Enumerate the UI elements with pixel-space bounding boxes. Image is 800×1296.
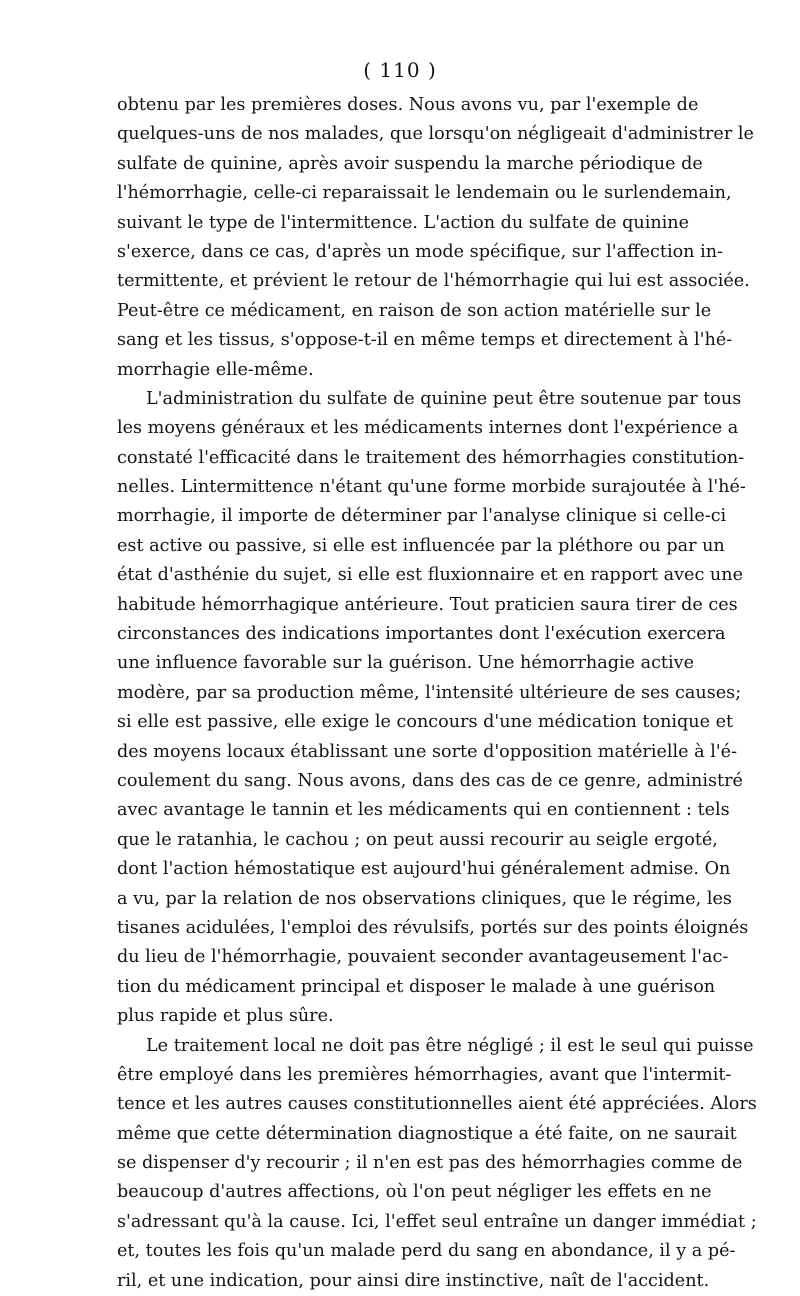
page-body <box>117 91 683 1296</box>
text-line: que le ratanhia, le cachou ; on peut aussi recourir au seigle ergoté, <box>117 826 683 855</box>
text-line: avec avantage le tannin et les médicaments qui en contiennent : tels <box>117 796 683 825</box>
text-line: ril, et une indication, pour ainsi dire instinctive, naît de l'accident. <box>117 1267 683 1296</box>
text-line: circonstances des indications importantes dont l'exécution exercera <box>117 620 683 649</box>
text-line: s'exerce, dans ce cas, d'après un mode spécifique, sur l'affection in- <box>117 238 683 267</box>
text-line: morrhagie, il importe de déterminer par l'analyse clinique si celle-ci <box>117 502 683 531</box>
text-line: état d'asthénie du sujet, si elle est fluxionnaire et en rapport avec une <box>117 561 683 590</box>
text-line: beaucoup d'autres affections, où l'on peut négliger les effets en ne <box>117 1178 683 1207</box>
text-line: s'adressant qu'à la cause. Ici, l'effet seul entraîne un danger immédiat ; <box>117 1208 683 1237</box>
text-line: être employé dans les premières hémorrhagies, avant que l'intermit- <box>117 1061 683 1090</box>
page-number: ( 110 ) <box>0 58 800 82</box>
text-line: est active ou passive, si elle est influencée par la pléthore ou par un <box>117 532 683 561</box>
text-line: et, toutes les fois qu'un malade perd du sang en abondance, il y a pé- <box>117 1237 683 1266</box>
text-line: tisanes acidulées, l'emploi des révulsifs, portés sur des points éloignés <box>117 914 683 943</box>
text-line: dont l'action hémostatique est aujourd'hui généralement admise. On <box>117 855 683 884</box>
text-line: une influence favorable sur la guérison. Une hémorrhagie active <box>117 649 683 678</box>
text-line: L'administration du sulfate de quinine peut être soutenue par tous <box>117 385 683 414</box>
text-line: habitude hémorrhagique antérieure. Tout praticien saura tirer de ces <box>117 591 683 620</box>
text-line: suivant le type de l'intermittence. L'action du sulfate de quinine <box>117 209 683 238</box>
text-line: les moyens généraux et les médicaments internes dont l'expérience a <box>117 414 683 443</box>
text-line: modère, par sa production même, l'intensité ultérieure de ses causes; <box>117 679 683 708</box>
text-line: Le traitement local ne doit pas être négligé ; il est le seul qui puisse <box>117 1032 683 1061</box>
text-line: Peut-être ce médicament, en raison de son action matérielle sur le <box>117 297 683 326</box>
text-line: quelques-uns de nos malades, que lorsqu'on négligeait d'administrer le <box>117 120 683 149</box>
text-line: même que cette détermination diagnostique a été faite, on ne saurait <box>117 1120 683 1149</box>
text-line: termittente, et prévient le retour de l'hémorrhagie qui lui est associée. <box>117 267 683 296</box>
text-line: constaté l'efficacité dans le traitement des hémorrhagies constitution- <box>117 444 683 473</box>
text-line: tion du médicament principal et disposer le malade à une guérison <box>117 973 683 1002</box>
text-line: obtenu par les premières doses. Nous avons vu, par l'exemple de <box>117 91 683 120</box>
text-line: des moyens locaux établissant une sorte d'opposition matérielle à l'é- <box>117 738 683 767</box>
text-line: sulfate de quinine, après avoir suspendu la marche périodique de <box>117 150 683 179</box>
text-line: coulement du sang. Nous avons, dans des cas de ce genre, administré <box>117 767 683 796</box>
text-line: se dispenser d'y recourir ; il n'en est pas des hémorrhagies comme de <box>117 1149 683 1178</box>
paragraph <box>117 385 683 1032</box>
text-line: plus rapide et plus sûre. <box>117 1002 683 1031</box>
text-line: a vu, par la relation de nos observations cliniques, que le régime, les <box>117 885 683 914</box>
paragraph <box>117 1032 683 1296</box>
text-line: du lieu de l'hémorrhagie, pouvaient seconder avantageusement l'ac- <box>117 943 683 972</box>
text-line: tence et les autres causes constitutionnelles aient été appréciées. Alors <box>117 1090 683 1119</box>
text-line: nelles. Lintermittence n'étant qu'une forme morbide surajoutée à l'hé- <box>117 473 683 502</box>
text-line: sang et les tissus, s'oppose-t-il en même temps et directement à l'hé- <box>117 326 683 355</box>
paragraph <box>117 91 683 385</box>
text-line: si elle est passive, elle exige le concours d'une médication tonique et <box>117 708 683 737</box>
text-line: morrhagie elle-même. <box>117 356 683 385</box>
text-line: l'hémorrhagie, celle-ci reparaissait le lendemain ou le surlendemain, <box>117 179 683 208</box>
